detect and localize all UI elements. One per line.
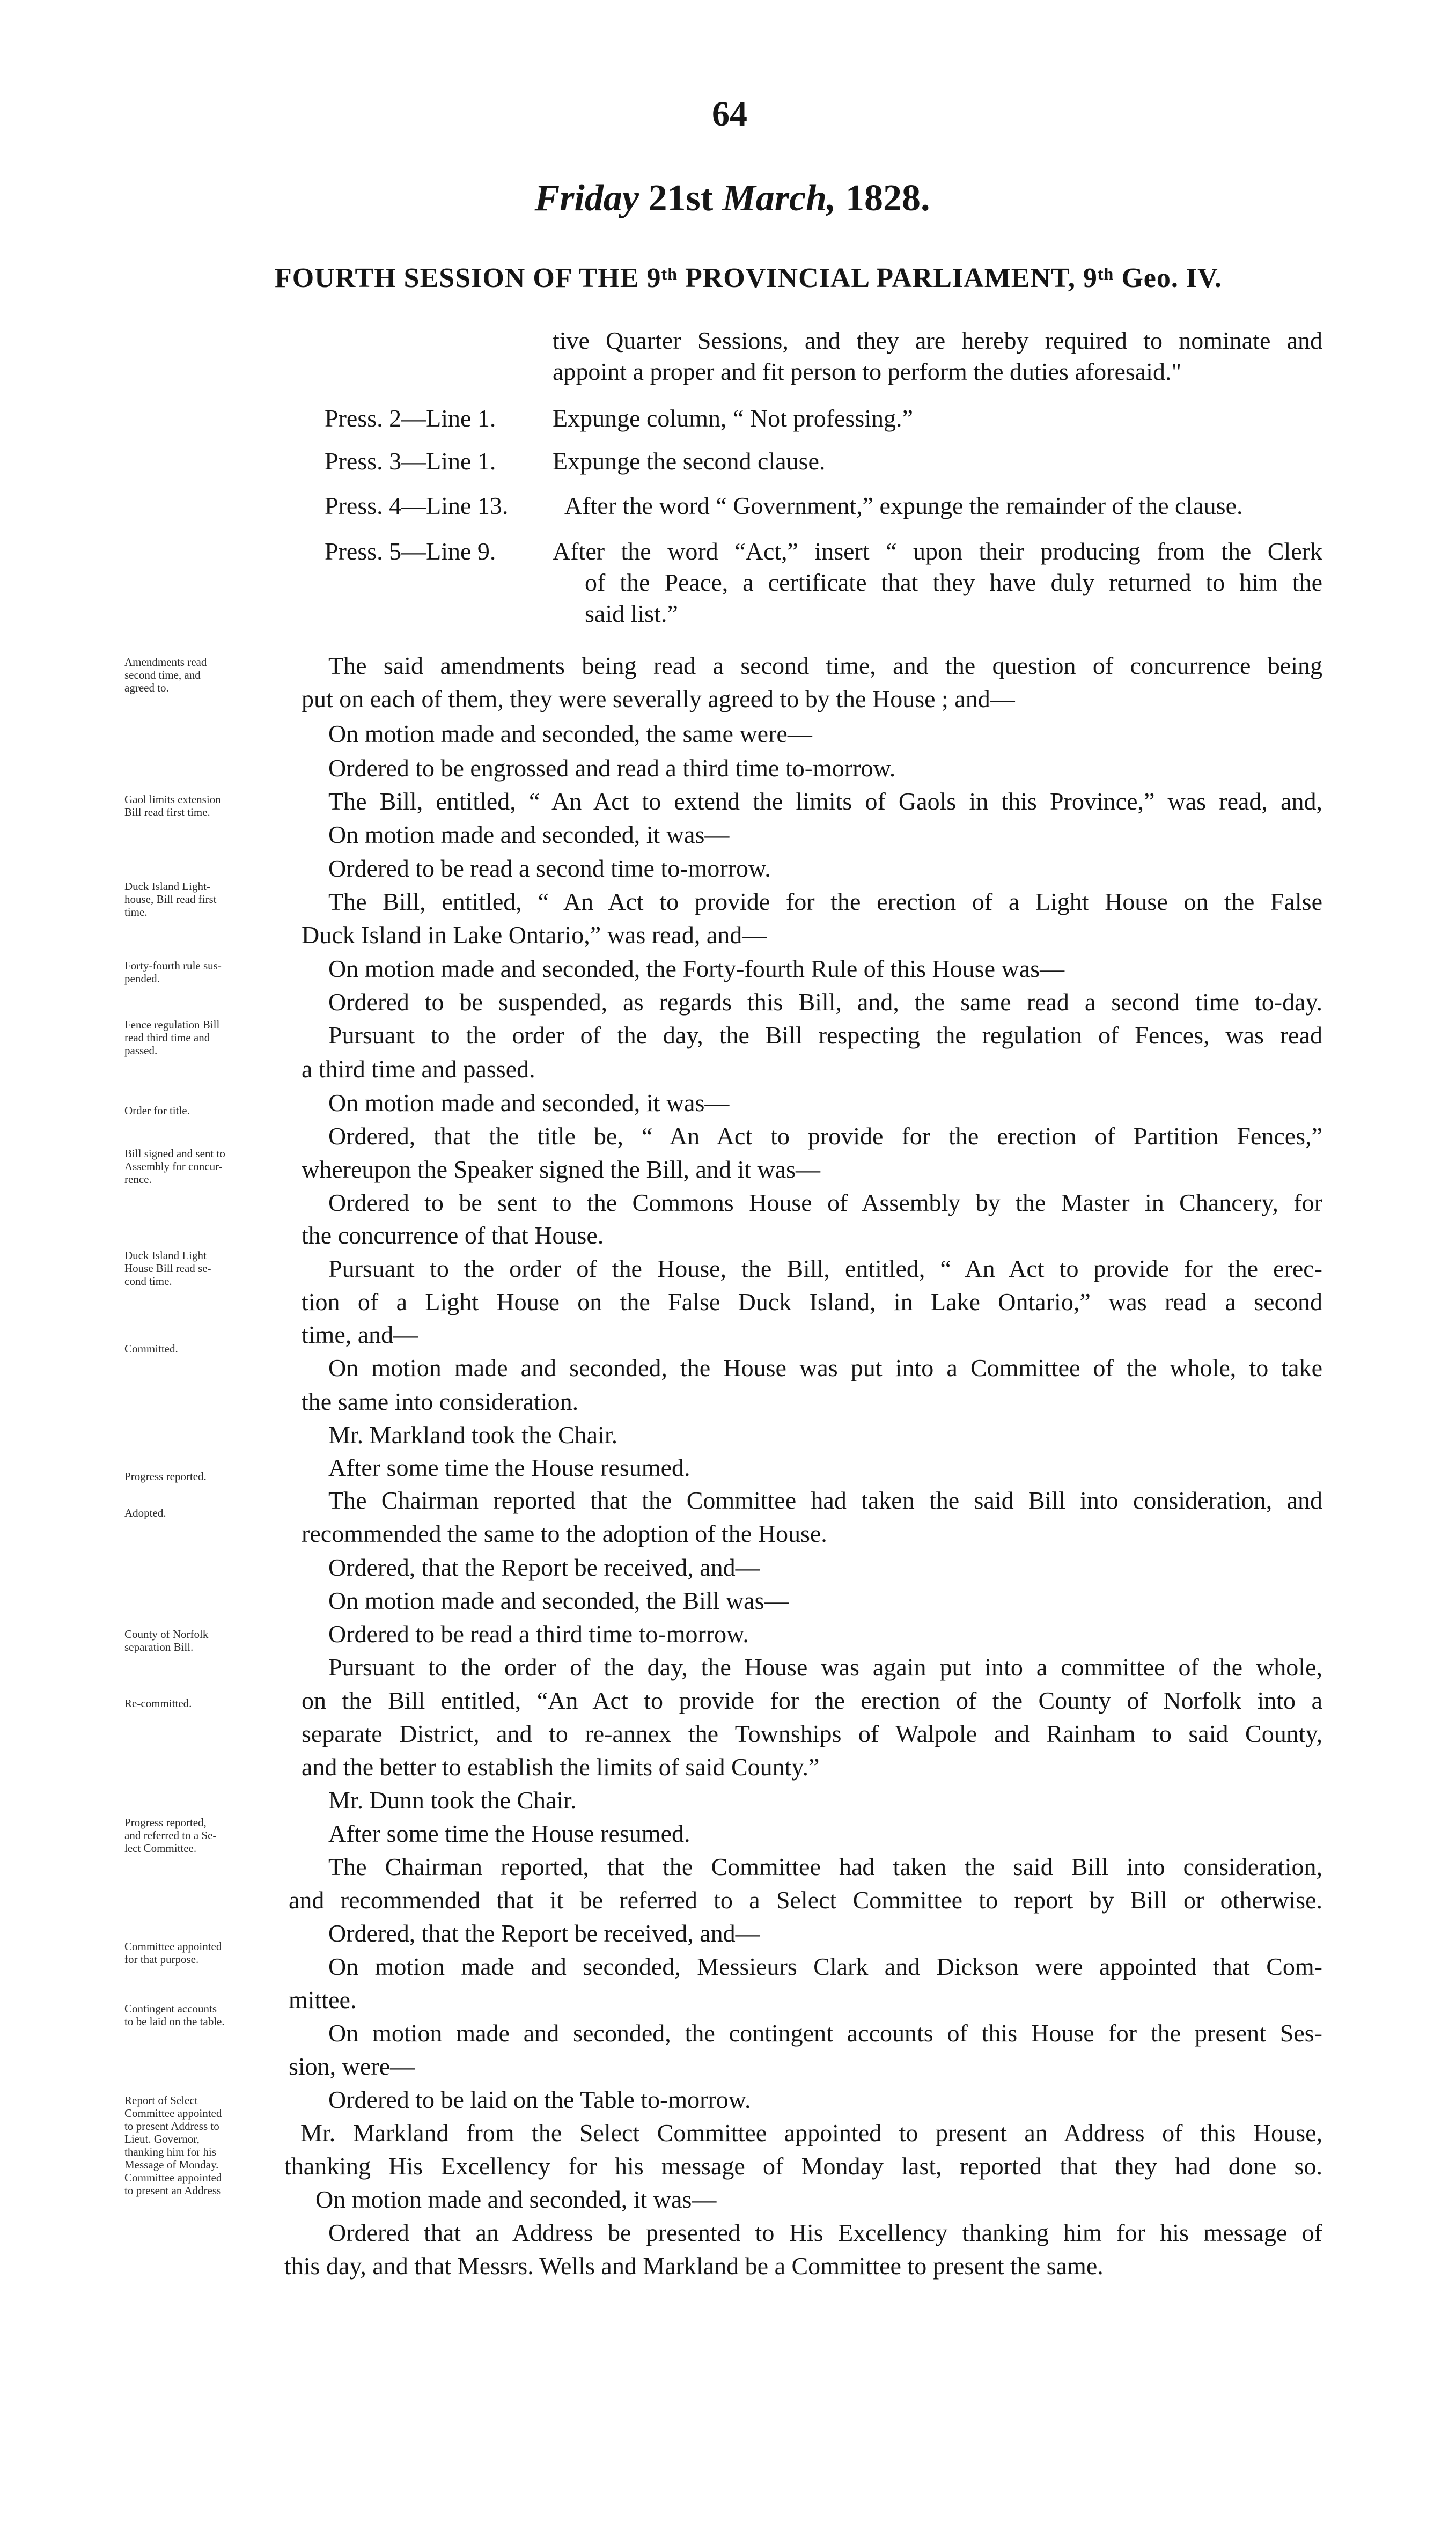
body-line: After some time the House resumed. — [328, 1820, 690, 1847]
marginal-note: Progress reported, and referred to a Se- lect Committee. — [124, 1816, 217, 1855]
sitting-date — [376, 180, 1089, 217]
body-line: Ordered to be suspended, as regards this Bill, and, the same read a second time to-day. — [328, 988, 1322, 1016]
body-line: this day, and that Messrs. Wells and Markland be a Committee to present the same. — [284, 2252, 1104, 2280]
marginal-note: Progress reported. — [124, 1470, 207, 1483]
body-line: time, and— — [302, 1321, 418, 1348]
body-line: After some time the House resumed. — [328, 1454, 690, 1481]
body-line: put on each of them, they were severally agreed to by the House ; and— — [302, 685, 1015, 712]
press-text: of the Peace, a certificate that they have duly returned to him the — [585, 569, 1322, 596]
body-line: sion, were— — [289, 2053, 415, 2080]
body-line: Duck Island in Lake Ontario,” was read, and— — [302, 921, 767, 949]
press-text: said list.” — [585, 600, 678, 627]
body-line: Ordered to be read a second time to-morrow. — [328, 855, 771, 882]
body-line: On motion made and seconded, it was— — [328, 821, 730, 848]
body-line: On motion made and seconded, the Bill was— — [328, 1587, 789, 1614]
session-sup-1: th — [661, 264, 678, 283]
marginal-note: Duck Island Light- house, Bill read first time. — [124, 880, 217, 918]
marginal-note: Contingent accounts to be laid on the table. — [124, 2002, 225, 2028]
marginal-note: County of Norfolk separation Bill. — [124, 1628, 209, 1653]
body-line: Ordered to be laid on the Table to-morrow. — [328, 2086, 751, 2113]
body-line: On motion made and seconded, Messieurs Clark and Dickson were appointed that Com- — [328, 1953, 1322, 1980]
date-day: Friday — [534, 178, 639, 219]
marginal-note: Committee appointed for that purpose. — [124, 1940, 222, 1966]
body-line: Ordered to be read a third time to-morrow. — [328, 1620, 749, 1648]
body-line: separate District, and to re-annex the Townships of Walpole and Rainham to said County, — [302, 1720, 1322, 1747]
intro-line: appoint a proper and fit person to perform the duties aforesaid." — [553, 358, 1182, 385]
marginal-note: Adopted. — [124, 1506, 166, 1519]
body-line: recommended the same to the adoption of the House. — [302, 1520, 827, 1547]
press-label: Press. 4—Line 13. — [325, 492, 509, 519]
body-line: On motion made and seconded, the House was put into a Committee of the whole, to take — [328, 1354, 1322, 1381]
press-label: Press. 2—Line 1. — [325, 405, 496, 432]
body-line: On motion made and seconded, it was— — [328, 1089, 730, 1116]
marginal-note: Gaol limits extension Bill read first time. — [124, 793, 221, 819]
press-label: Press. 3—Line 1. — [325, 447, 496, 475]
body-line: Pursuant to the order of the day, the House was again put into a committee of the whole, — [328, 1653, 1322, 1681]
marginal-note: Report of Select Committee appointed to present Address to Lieut. Governor, thanking him for his Message of Monday. Committee appointed to present an Address — [124, 2094, 222, 2197]
body-line: thanking His Excellency for his message of Monday last, reported that they had done so. — [284, 2152, 1322, 2180]
marginal-note: Forty-fourth rule sus- pended. — [124, 959, 222, 985]
body-line: The said amendments being read a second time, and the question of concurrence being — [328, 652, 1322, 679]
body-line: Pursuant to the order of the House, the Bill, entitled, “ An Act to provide for the erec- — [328, 1255, 1322, 1282]
date-num: 21st — [648, 178, 714, 219]
body-line: and the better to establish the limits of said County.” — [302, 1753, 820, 1781]
body-line: On motion made and seconded, the same were— — [328, 720, 812, 747]
body-line: mittee. — [289, 1986, 357, 2013]
press-label: Press. 5—Line 9. — [325, 538, 496, 565]
marginal-note: Fence regulation Bill read third time and passed. — [124, 1018, 220, 1057]
body-line: Ordered, that the Report be received, and— — [328, 1554, 760, 1581]
marginal-note: Bill signed and sent to Assembly for concur- rence. — [124, 1147, 225, 1186]
body-line: the same into consideration. — [302, 1388, 579, 1415]
session-part-a: FOURTH SESSION OF THE 9 — [275, 263, 661, 293]
press-text: Expunge column, “ Not professing.” — [553, 405, 913, 432]
body-line: Mr. Dunn took the Chair. — [328, 1786, 577, 1814]
page-number: 64 — [712, 94, 747, 134]
marginal-note: Order for title. — [124, 1104, 190, 1117]
press-text: After the word “ Government,” expunge the remainder of the clause. — [564, 492, 1243, 519]
session-sup-2: th — [1097, 264, 1114, 283]
marginal-note: Duck Island Light House Bill read se- cond time. — [124, 1249, 211, 1288]
body-line: whereupon the Speaker signed the Bill, and it was— — [302, 1156, 821, 1183]
marginal-note: Committed. — [124, 1342, 178, 1355]
body-line: Ordered, that the title be, “ An Act to provide for the erection of Partition Fences,” — [328, 1122, 1322, 1150]
session-part-b: PROVINCIAL PARLIAMENT, 9 — [677, 263, 1098, 293]
body-line: on the Bill entitled, “An Act to provide for the erection of the County of Norfolk into a — [302, 1687, 1322, 1714]
body-line: the concurrence of that House. — [302, 1222, 604, 1249]
press-text: After the word “Act,” insert “ upon their producing from the Clerk — [553, 538, 1322, 565]
body-line: a third time and passed. — [302, 1055, 535, 1083]
body-line: On motion made and seconded, the contingent accounts of this House for the present Ses- — [328, 2019, 1322, 2047]
body-line: On motion made and seconded, the Forty-fourth Rule of this House was— — [328, 955, 1065, 982]
body-line: The Chairman reported that the Committee had taken the said Bill into consideration, and — [328, 1487, 1322, 1514]
body-line: Mr. Markland from the Select Committee appointed to present an Address of this House, — [300, 2119, 1322, 2146]
body-line: The Bill, entitled, “ An Act to extend the limits of Gaols in this Province,” was read, and, — [328, 788, 1322, 815]
session-heading — [177, 264, 1320, 292]
body-line: The Chairman reported, that the Committee had taken the said Bill into consideration, — [328, 1853, 1322, 1880]
body-line: Mr. Markland took the Chair. — [328, 1421, 618, 1449]
body-line: On motion made and seconded, it was— — [315, 2186, 717, 2213]
body-line: Ordered to be engrossed and read a third time to-morrow. — [328, 754, 896, 782]
body-line: Ordered to be sent to the Commons House of Assembly by the Master in Chancery, for — [328, 1189, 1322, 1216]
press-text: Expunge the second clause. — [553, 447, 826, 475]
session-part-c: Geo. IV. — [1114, 263, 1222, 293]
date-year: 1828. — [845, 178, 930, 219]
body-line: tion of a Light House on the False Duck Island, in Lake Ontario,” was read a second — [302, 1288, 1322, 1315]
body-line: The Bill, entitled, “ An Act to provide for the erection of a Light House on the False — [328, 888, 1322, 915]
body-line: and recommended that it be referred to a Select Committee to report by Bill or otherwise. — [289, 1886, 1322, 1914]
marginal-note: Amendments read second time, and agreed to. — [124, 656, 207, 694]
body-line: Ordered that an Address be presented to His Excellency thanking him for his message of — [328, 2219, 1322, 2246]
intro-line: tive Quarter Sessions, and they are hereby required to nominate and — [553, 327, 1322, 354]
body-line: Pursuant to the order of the day, the Bill respecting the regulation of Fences, was read — [328, 1021, 1322, 1049]
date-month: March, — [722, 178, 836, 219]
marginal-note: Re-committed. — [124, 1697, 192, 1710]
body-line: Ordered, that the Report be received, and— — [328, 1920, 760, 1947]
